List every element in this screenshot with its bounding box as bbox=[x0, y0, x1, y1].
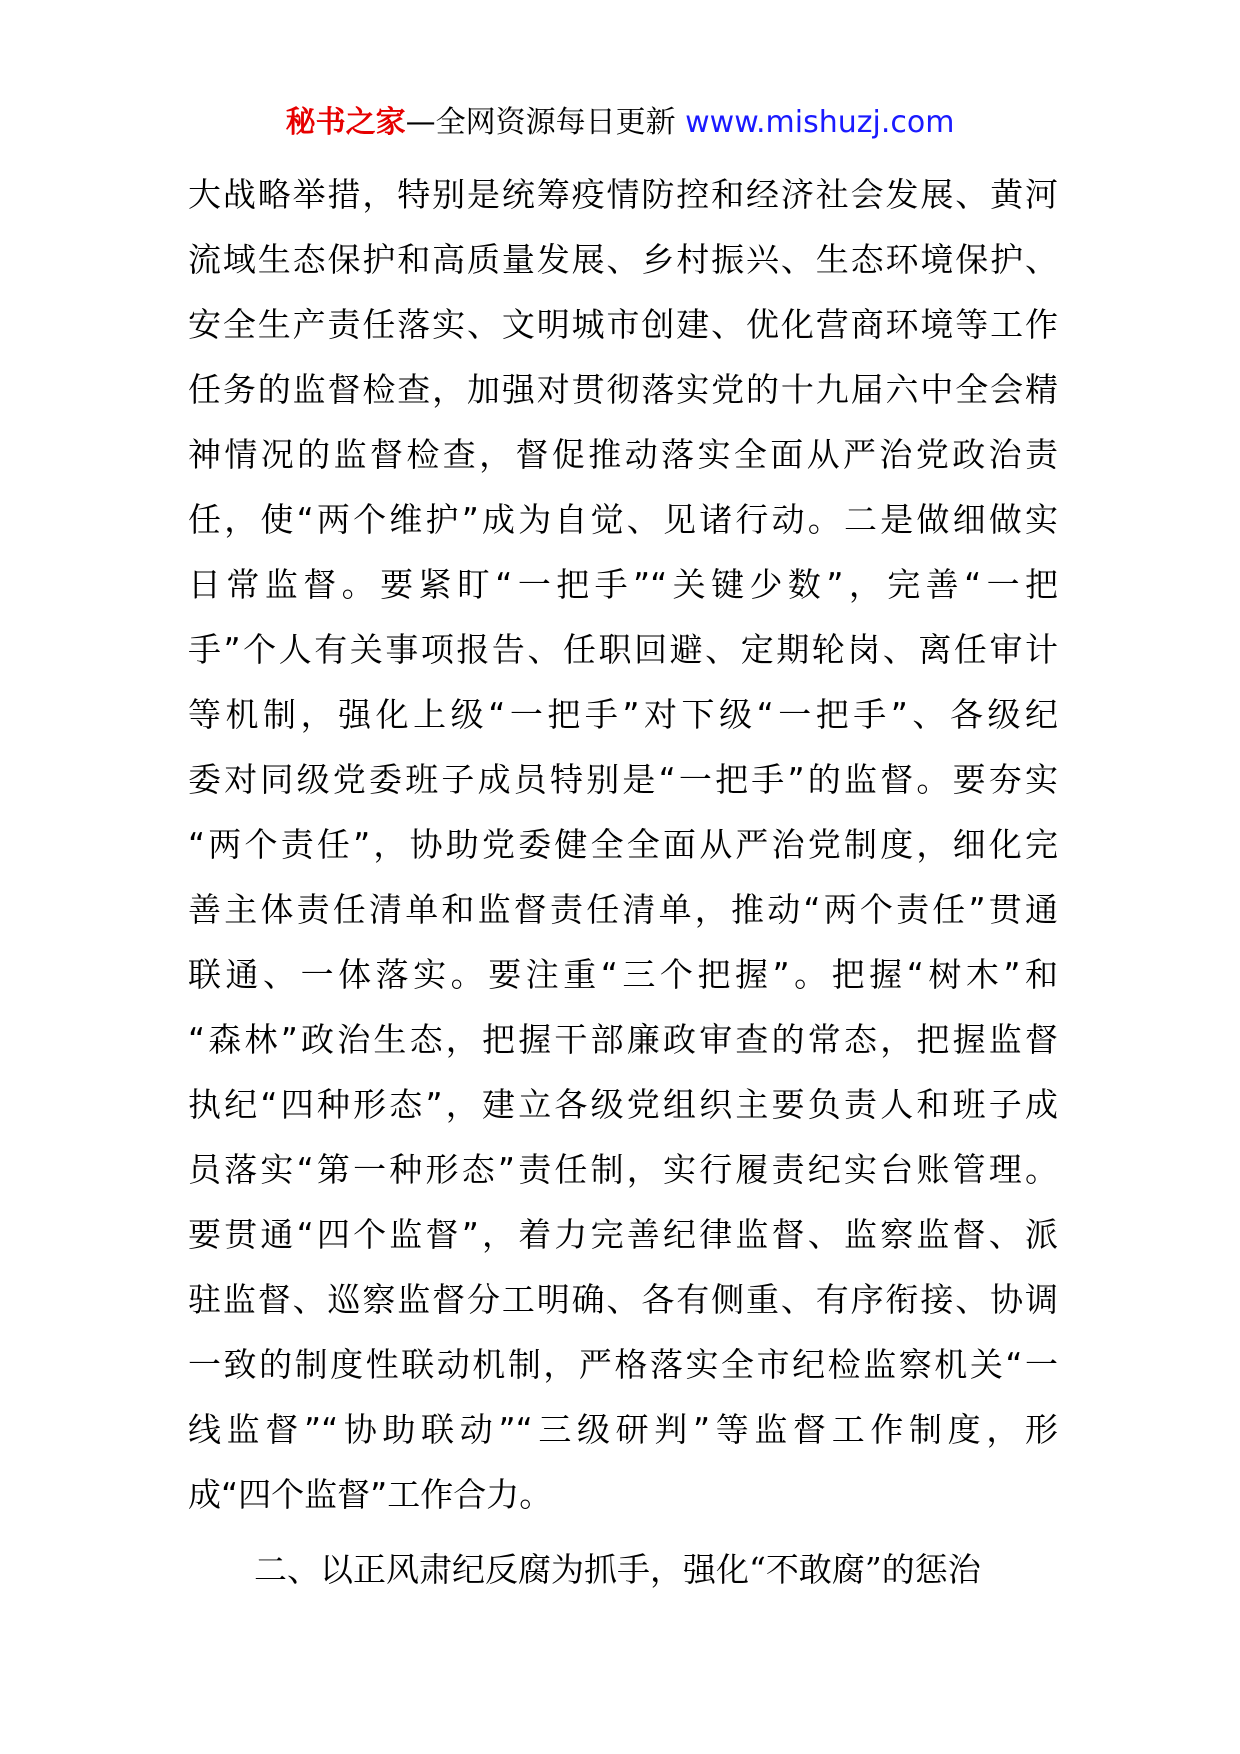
body-line: 善主体责任清单和监督责任清单，推动“两个责任”贯通 bbox=[188, 890, 1058, 929]
body-text bbox=[188, 162, 1058, 1602]
body-line: 执纪“四种形态”，建立各级党组织主要负责人和班子成 bbox=[188, 1085, 1058, 1124]
header-brand: 秘书之家 bbox=[285, 105, 406, 140]
section-heading: 二、以正风肃纪反腐为抓手，强化“不敢腐”的惩治 bbox=[254, 1550, 981, 1589]
body-line: 任务的监督检查，加强对贯彻落实党的十九届六中全会精 bbox=[188, 370, 1058, 409]
header-tagline: —全网资源每日更新 bbox=[405, 105, 686, 140]
body-line: 要贯通“四个监督”，着力完善纪律监督、监察监督、派 bbox=[188, 1215, 1058, 1254]
body-line: 流域生态保护和高质量发展、乡村振兴、生态环境保护、 bbox=[188, 240, 1058, 279]
body-line: 一致的制度性联动机制，严格落实全市纪检监察机关“一 bbox=[188, 1345, 1058, 1384]
body-line: 手”个人有关事项报告、任职回避、定期轮岗、离任审计 bbox=[188, 630, 1058, 669]
body-line: “两个责任”，协助党委健全全面从严治党制度，细化完 bbox=[188, 825, 1058, 864]
page-header bbox=[0, 100, 1240, 146]
body-line: 驻监督、巡察监督分工明确、各有侧重、有序衔接、协调 bbox=[188, 1280, 1058, 1319]
body-line: 成“四个监督”工作合力。 bbox=[188, 1475, 553, 1514]
body-line: 线监督”“协助联动”“三级研判”等监督工作制度，形 bbox=[188, 1410, 1058, 1449]
body-line: 神情况的监督检查，督促推动落实全面从严治党政治责 bbox=[188, 435, 1058, 474]
body-line: 委对同级党委班子成员特别是“一把手”的监督。要夯实 bbox=[188, 760, 1058, 799]
body-line: 大战略举措，特别是统筹疫情防控和经济社会发展、黄河 bbox=[188, 175, 1058, 214]
body-line: 员落实“第一种形态”责任制，实行履责纪实台账管理。 bbox=[188, 1150, 1058, 1189]
body-line: “森林”政治生态，把握干部廉政审查的常态，把握监督 bbox=[188, 1020, 1058, 1059]
body-line: 等机制，强化上级“一把手”对下级“一把手”、各级纪 bbox=[188, 695, 1058, 734]
body-line: 日常监督。要紧盯“一把手”“关键少数”，完善“一把 bbox=[188, 565, 1058, 604]
body-line: 联通、一体落实。要注重“三个把握”。把握“树木”和 bbox=[188, 955, 1058, 994]
header-url-link[interactable]: www.mishuzj.com bbox=[685, 105, 955, 140]
body-line: 任，使“两个维护”成为自觉、见诸行动。二是做细做实 bbox=[188, 500, 1058, 539]
body-line: 安全生产责任落实、文明城市创建、优化营商环境等工作 bbox=[188, 305, 1058, 344]
